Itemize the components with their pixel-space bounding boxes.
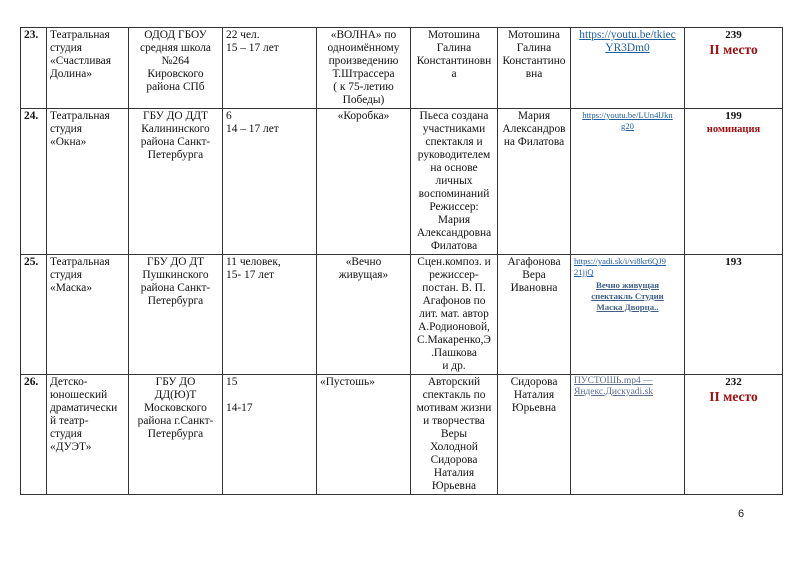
score-value: 239 xyxy=(725,29,742,41)
performance-title-line: «Вечно xyxy=(345,256,382,268)
video-link-text: ПУСТОШЬ.mp4 — xyxy=(574,376,653,386)
participants-cell xyxy=(223,375,317,495)
author-line: личных xyxy=(435,175,473,187)
author-line: .Пашкова xyxy=(431,347,477,359)
organization-line: Петербурга xyxy=(147,149,204,161)
author-line: спектакль по xyxy=(422,389,486,401)
participants-cell xyxy=(223,109,317,255)
studio-name-line: юношеский xyxy=(50,389,108,401)
studio-name-line: Театральная xyxy=(50,29,110,41)
performance-title-cell xyxy=(317,375,411,495)
leader-cell xyxy=(498,109,571,255)
video-description-text: Маска Дворца.. xyxy=(596,302,659,312)
author-line: А.Родионовой, xyxy=(418,321,490,333)
performance-title-line: Т.Штрассера xyxy=(332,68,395,80)
author-line: и творчества xyxy=(423,415,485,427)
video-link-cell xyxy=(571,375,685,495)
video-link-text: g20 xyxy=(621,121,634,131)
video-link-cell xyxy=(571,28,685,109)
author-cell xyxy=(411,375,498,495)
performance-title-line: одноимённому xyxy=(327,42,400,54)
performance-title-cell xyxy=(317,28,411,109)
leader-line: Вера xyxy=(522,269,546,281)
organization-line: средняя школа xyxy=(140,42,211,54)
score-cell xyxy=(685,255,783,375)
studio-name-line: студия xyxy=(50,42,82,54)
organization-line: №264 xyxy=(161,55,190,67)
organization-line: ГБУ ДО ДДТ xyxy=(143,110,208,122)
studio-name-line: драматически xyxy=(50,402,118,414)
author-line: Мотошина xyxy=(428,29,480,41)
author-line: Агафонов по xyxy=(422,295,486,307)
author-line: С.Макаренко,Э xyxy=(417,334,491,346)
author-line: Сидорова xyxy=(430,454,478,466)
author-line: Мария xyxy=(437,214,471,226)
author-line: Филатова xyxy=(430,240,478,252)
video-link[interactable] xyxy=(574,110,681,132)
studio-name-cell xyxy=(47,109,129,255)
performance-title-line: «Коробка» xyxy=(337,110,390,122)
video-link-text: https://yadi.sk/i/vi8kr6QJ9 xyxy=(574,256,666,266)
leader-line: на Филатова xyxy=(503,136,565,148)
participants-line xyxy=(226,389,313,402)
studio-name-line: «Счастливая xyxy=(50,55,111,67)
studio-name-cell xyxy=(47,255,129,375)
organization-line: Пушкинского xyxy=(142,269,209,281)
author-line: Авторский xyxy=(427,376,481,388)
video-description-text: спектакль Студии xyxy=(591,291,664,301)
contest-results-table xyxy=(20,27,783,495)
author-line: Веры xyxy=(440,428,467,440)
author-line: лит. мат. автор xyxy=(419,308,489,320)
row-number: 26. xyxy=(21,375,47,495)
video-link-text: https://youtu.be/tkiec xyxy=(579,29,676,41)
author-line: спектакля и xyxy=(425,136,483,148)
author-cell xyxy=(411,255,498,375)
video-link[interactable] xyxy=(574,29,681,55)
author-line: Галина xyxy=(436,42,472,54)
organization-line: района Санкт- xyxy=(140,136,211,148)
video-link-cell xyxy=(571,109,685,255)
award-badge: номинация xyxy=(706,124,761,135)
performance-title-line: живущая» xyxy=(338,269,389,281)
author-line: на основе xyxy=(430,162,478,174)
performance-title-line: «Пустошь» xyxy=(320,376,375,388)
performance-title-cell xyxy=(317,109,411,255)
author-cell xyxy=(411,28,498,109)
organization-line: ГБУ ДО ДТ xyxy=(146,256,205,268)
studio-name-line: «Маска» xyxy=(50,282,93,294)
video-link-text: Яндекс.Дискyadi.sk xyxy=(574,387,654,397)
author-line: режиссер- xyxy=(429,269,479,281)
participants-cell xyxy=(223,255,317,375)
organization-line: района г.Санкт- xyxy=(137,415,214,427)
studio-name-line: «Окна» xyxy=(50,136,87,148)
organization-cell xyxy=(129,109,223,255)
table-row xyxy=(21,255,783,375)
studio-name-line: «ДУЭТ» xyxy=(50,441,92,453)
author-line: Юрьевна xyxy=(431,480,477,492)
organization-cell xyxy=(129,255,223,375)
table-row xyxy=(21,375,783,495)
leader-line: Юрьевна xyxy=(511,402,557,414)
author-line: постан. В. П. xyxy=(422,282,486,294)
organization-line: ГБУ ДО xyxy=(155,376,196,388)
studio-name-line: Театральная xyxy=(50,256,110,268)
studio-name-cell xyxy=(47,28,129,109)
organization-line: ОДОД ГБОУ xyxy=(144,29,207,41)
leader-line: Сидорова xyxy=(510,376,558,388)
row-number: 25. xyxy=(21,255,47,375)
author-line: Режиссер: xyxy=(429,201,479,213)
performance-title-line: ( к 75-летию xyxy=(333,81,394,93)
participants-line: 15 – 17 лет xyxy=(226,42,279,54)
author-line: Холодной xyxy=(430,441,478,453)
participants-line: 22 чел. xyxy=(226,29,260,41)
organization-cell xyxy=(129,28,223,109)
participants-line: 6 xyxy=(226,110,232,122)
leader-cell xyxy=(498,375,571,495)
leader-line: Агафонова xyxy=(507,256,561,268)
video-link-cell xyxy=(571,255,685,375)
participants-cell xyxy=(223,28,317,109)
performance-title-line: «ВОЛНА» по xyxy=(330,29,397,41)
page-number: 6 xyxy=(738,508,745,520)
score-cell xyxy=(685,375,783,495)
organization-line: Калининского xyxy=(141,123,210,135)
table-row xyxy=(21,28,783,109)
leader-cell xyxy=(498,255,571,375)
organization-line: Петербурга xyxy=(147,428,204,440)
award-badge: II место xyxy=(709,389,758,404)
organization-line: Московского xyxy=(144,402,207,414)
author-line: воспоминаний xyxy=(418,188,490,200)
performance-title-cell xyxy=(317,255,411,375)
leader-line: Александров xyxy=(502,123,566,135)
studio-name-line: студия xyxy=(50,269,82,281)
video-link[interactable] xyxy=(574,256,681,278)
award-badge: II место xyxy=(709,42,758,57)
author-line: а xyxy=(451,68,457,80)
author-line: мотивам жизни xyxy=(416,402,492,414)
studio-name-line: студия xyxy=(50,428,82,440)
studio-name-line: Долина» xyxy=(50,68,92,80)
participants-line: 14 – 17 лет xyxy=(226,123,279,135)
studio-name-line: Театральная xyxy=(50,110,110,122)
row-number: 24. xyxy=(21,109,47,255)
author-line: Александровна xyxy=(416,227,492,239)
participants-line: 14-17 xyxy=(226,402,253,414)
video-link-text: https://youtu.be/LUn4lJkn xyxy=(582,110,673,120)
leader-line: Галина xyxy=(516,42,552,54)
organization-cell xyxy=(129,375,223,495)
row-number: 23. xyxy=(21,28,47,109)
studio-name-line: й театр- xyxy=(50,415,89,427)
author-line: руководителем xyxy=(417,149,491,161)
video-link-text: YR3Dm0 xyxy=(605,42,650,54)
video-description-link[interactable] xyxy=(574,280,681,313)
studio-name-line: Детско- xyxy=(50,376,88,388)
organization-line: Петербурга xyxy=(147,295,204,307)
author-line: Пьеса создана xyxy=(419,110,489,122)
video-description-text: Вечно живущая xyxy=(595,280,660,290)
score-cell xyxy=(685,28,783,109)
score-cell xyxy=(685,109,783,255)
organization-line: района Санкт- xyxy=(140,282,211,294)
author-cell xyxy=(411,109,498,255)
studio-name-line: студия xyxy=(50,123,82,135)
organization-line: ДД(Ю)Т xyxy=(154,389,197,401)
leader-line: Мария xyxy=(517,110,551,122)
author-line: Наталия xyxy=(433,467,475,479)
author-line: Сцен.композ. и xyxy=(417,256,491,268)
author-line: Константиновн xyxy=(416,55,492,67)
score-value: 193 xyxy=(725,256,742,268)
studio-name-cell xyxy=(47,375,129,495)
table-row xyxy=(21,109,783,255)
leader-line: Ивановна xyxy=(510,282,558,294)
organization-line: района СПб xyxy=(146,81,205,93)
leader-line: Мотошина xyxy=(508,29,560,41)
performance-title-line: произведению xyxy=(328,55,399,67)
leader-line: Константино xyxy=(502,55,566,67)
participants-line: 15 xyxy=(226,376,238,388)
participants-line: 11 человек, xyxy=(226,256,281,268)
participants-line: 15- 17 лет xyxy=(226,269,274,281)
video-link-text: 21jjQ xyxy=(574,267,594,277)
author-line: и др. xyxy=(442,360,466,372)
organization-line: Кировского xyxy=(147,68,204,80)
performance-title-line: Победы) xyxy=(342,94,385,106)
score-value: 232 xyxy=(725,376,742,388)
leader-line: Наталия xyxy=(513,389,555,401)
leader-line: вна xyxy=(525,68,543,80)
video-link[interactable] xyxy=(574,376,681,398)
score-value: 199 xyxy=(725,110,742,122)
leader-cell xyxy=(498,28,571,109)
author-line: участниками xyxy=(422,123,486,135)
